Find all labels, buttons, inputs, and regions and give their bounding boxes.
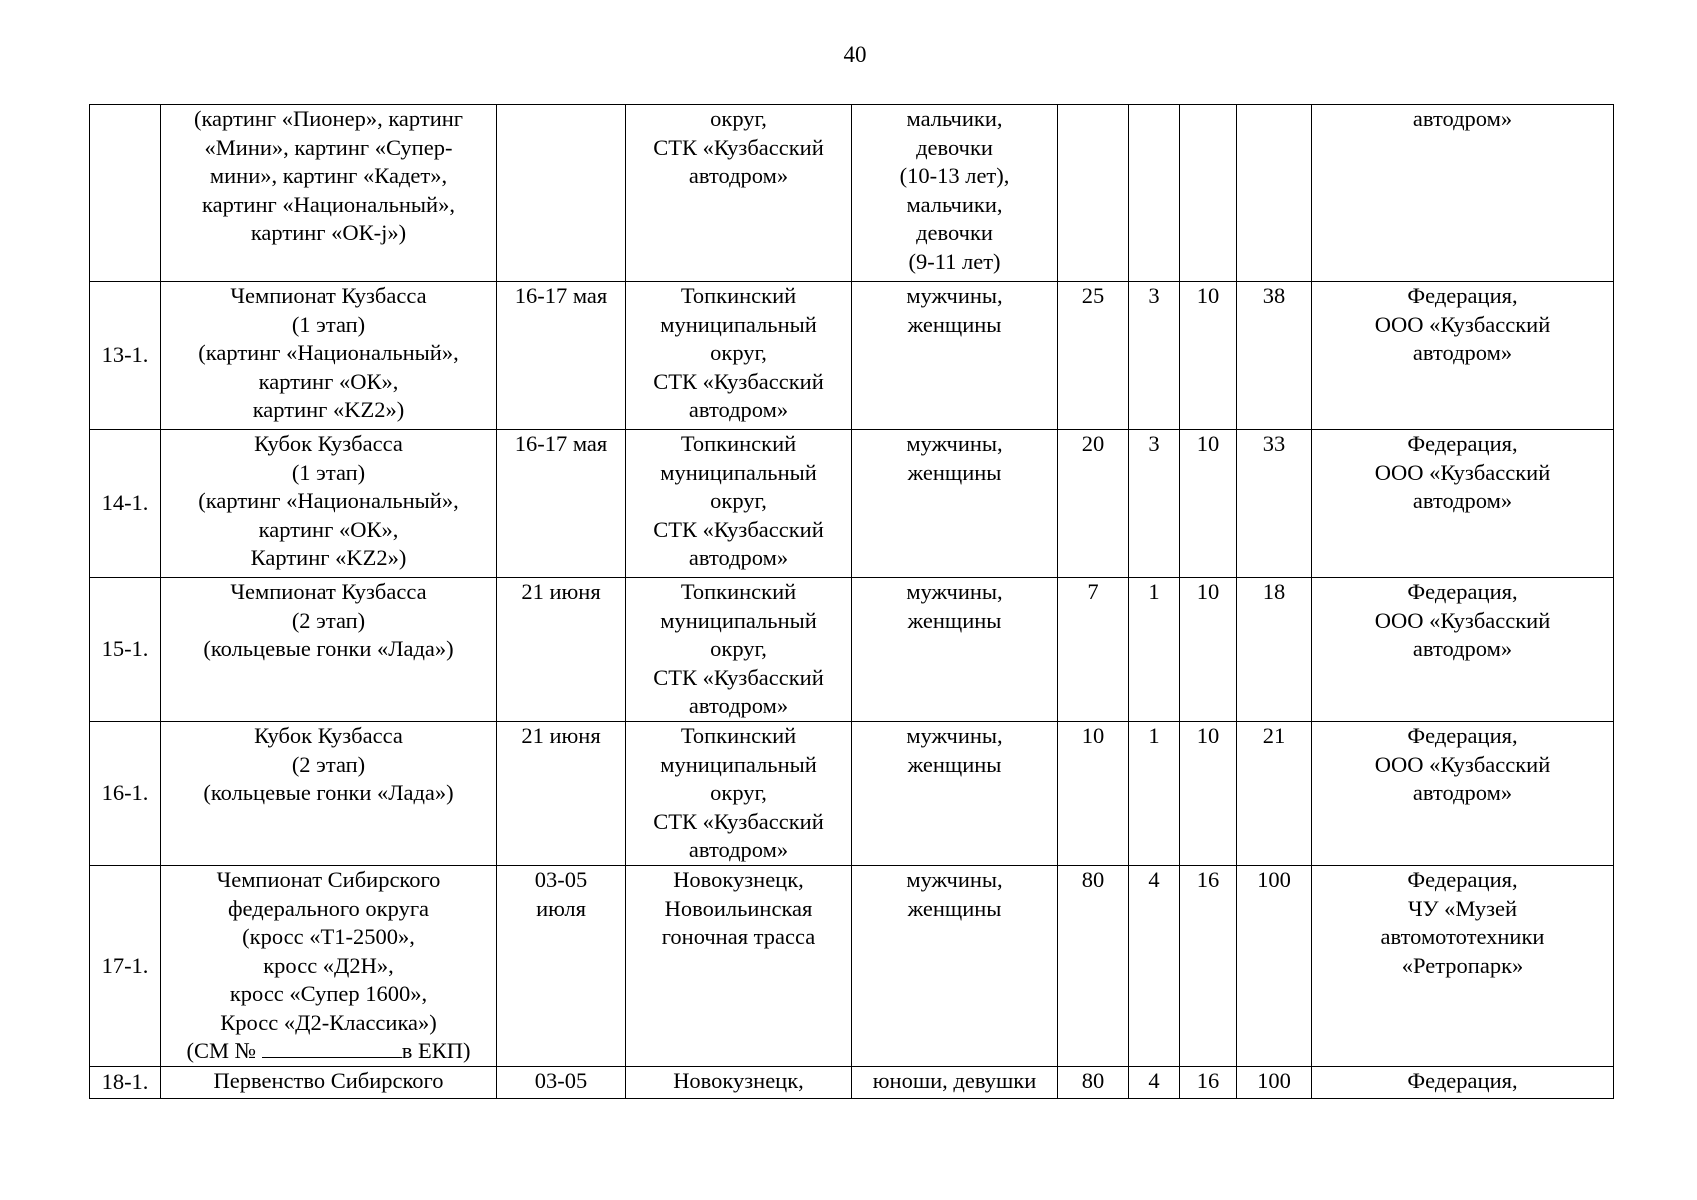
date-cell-line: 03-05 bbox=[534, 867, 588, 892]
place-cell-line: округ, bbox=[710, 636, 767, 661]
event-name-cell-line: (1 этап) bbox=[291, 311, 366, 337]
count-cell-1: 7 bbox=[1058, 578, 1129, 722]
place-cell-line: Новоильинская bbox=[664, 895, 813, 921]
table-row bbox=[90, 105, 1614, 282]
organizer-cell bbox=[1312, 578, 1614, 722]
row-number-cell: 13-1. bbox=[90, 282, 161, 430]
organizer-cell-line: автомототехники bbox=[1380, 924, 1545, 949]
cm-prefix: (СМ № bbox=[186, 1038, 257, 1063]
place-cell-line: муниципальный bbox=[660, 751, 817, 777]
place-cell-line: автодром» bbox=[688, 397, 789, 422]
place-cell-line: СТК «Кузбасский bbox=[653, 808, 824, 834]
table-row bbox=[90, 430, 1614, 578]
event-name-cell-line: кросс «Супер 1600», bbox=[229, 981, 428, 1006]
event-name-cell bbox=[161, 866, 497, 1067]
row-number-cell bbox=[90, 105, 161, 282]
event-name-cell-line: картинг «Национальный», bbox=[202, 191, 455, 217]
organizer-cell-line: автодром» bbox=[1412, 488, 1513, 513]
place-cell-line: округ, bbox=[710, 780, 767, 805]
event-name-cell-line: Чемпионат Сибирского bbox=[216, 867, 441, 892]
event-name-cell-line: федерального округа bbox=[227, 895, 430, 921]
place-cell-line: Топкинский bbox=[680, 723, 797, 748]
place-cell-line: округ, bbox=[710, 488, 767, 513]
participants-group-cell-line: девочки bbox=[916, 134, 993, 160]
event-name-cell-line: Кубок Кузбасса bbox=[254, 723, 403, 748]
count-cell-2: 3 bbox=[1129, 430, 1180, 578]
count-cell-total: 18 bbox=[1237, 578, 1312, 722]
count-cell-3: 16 bbox=[1180, 1067, 1237, 1099]
event-name-cell-line: (2 этап) bbox=[291, 751, 366, 777]
event-name-cell-line: «Мини», картинг «Супер- bbox=[204, 134, 453, 160]
event-name-cell bbox=[161, 105, 497, 282]
event-name-cell-line: (картинг «Пионер», картинг bbox=[193, 106, 464, 131]
organizer-cell bbox=[1312, 105, 1614, 282]
participants-group-cell bbox=[852, 578, 1058, 722]
participants-group-cell-line: мужчины, bbox=[906, 579, 1003, 604]
place-cell-line: Топкинский bbox=[680, 431, 797, 456]
organizer-cell-line: Федерация, bbox=[1407, 723, 1518, 748]
organizer-cell-line: Федерация, bbox=[1407, 1068, 1518, 1093]
participants-group-cell-line: юноши, девушки bbox=[872, 1068, 1037, 1093]
table-body bbox=[90, 105, 1614, 1099]
organizer-cell bbox=[1312, 430, 1614, 578]
organizer-cell-line: Федерация, bbox=[1407, 283, 1518, 308]
date-cell-line: 21 июня bbox=[521, 579, 601, 604]
row-number-cell: 14-1. bbox=[90, 430, 161, 578]
row-number-cell: 16-1. bbox=[90, 722, 161, 866]
place-cell-line: автодром» bbox=[688, 693, 789, 718]
event-name-cell-line: (кольцевые гонки «Лада») bbox=[203, 780, 454, 805]
place-cell-line: автодром» bbox=[688, 545, 789, 570]
table-row bbox=[90, 866, 1614, 1067]
date-cell-line: 03-05 bbox=[534, 1068, 588, 1093]
count-cell-total: 100 bbox=[1237, 1067, 1312, 1099]
table-row bbox=[90, 1067, 1614, 1099]
place-cell-line: муниципальный bbox=[660, 607, 817, 633]
participants-group-cell bbox=[852, 105, 1058, 282]
count-cell-1: 80 bbox=[1058, 1067, 1129, 1099]
count-cell-total: 33 bbox=[1237, 430, 1312, 578]
date-cell bbox=[497, 282, 626, 430]
event-name-cell-line: Чемпионат Кузбасса bbox=[230, 579, 427, 604]
participants-group-cell-line: девочки bbox=[916, 220, 993, 245]
organizer-cell bbox=[1312, 1067, 1614, 1099]
place-cell bbox=[626, 430, 852, 578]
organizer-cell-line: ООО «Кузбасский bbox=[1374, 751, 1551, 777]
count-cell-1: 25 bbox=[1058, 282, 1129, 430]
participants-group-cell bbox=[852, 866, 1058, 1067]
place-cell-line: Новокузнецк, bbox=[673, 867, 804, 892]
count-cell-2: 4 bbox=[1129, 1067, 1180, 1099]
cm-suffix: в ЕКП) bbox=[401, 1038, 471, 1063]
event-name-cell-line: (2 этап) bbox=[291, 607, 366, 633]
event-name-cell-line: (1 этап) bbox=[291, 459, 366, 485]
place-cell bbox=[626, 282, 852, 430]
participants-group-cell bbox=[852, 430, 1058, 578]
event-name-cell bbox=[161, 722, 497, 866]
place-cell-line: Новокузнецк, bbox=[673, 1068, 804, 1093]
event-name-cell-line: Кросс «Д2-Классика») bbox=[220, 1009, 437, 1035]
place-cell-line: гоночная трасса bbox=[661, 924, 816, 949]
count-cell-2: 1 bbox=[1129, 722, 1180, 866]
place-cell bbox=[626, 1067, 852, 1099]
participants-group-cell-line: женщины bbox=[907, 607, 1002, 633]
count-cell-total: 21 bbox=[1237, 722, 1312, 866]
participants-group-cell bbox=[852, 722, 1058, 866]
participants-group-cell-line: мужчины, bbox=[906, 431, 1003, 456]
date-cell bbox=[497, 578, 626, 722]
event-name-cell bbox=[161, 578, 497, 722]
page-number: 40 bbox=[843, 42, 867, 67]
organizer-cell-line: ООО «Кузбасский bbox=[1374, 311, 1551, 337]
place-cell-line: автодром» bbox=[688, 163, 789, 188]
event-name-cell bbox=[161, 1067, 497, 1099]
event-name-cell-line: Картинг «KZ2») bbox=[250, 545, 407, 570]
count-cell-total: 100 bbox=[1237, 866, 1312, 1067]
organizer-cell-line: «Ретропарк» bbox=[1401, 952, 1524, 978]
count-cell-3: 16 bbox=[1180, 866, 1237, 1067]
organizer-cell-line: Федерация, bbox=[1407, 431, 1518, 456]
date-cell-line: июля bbox=[536, 895, 586, 921]
count-cell-1: 20 bbox=[1058, 430, 1129, 578]
date-cell-line: 21 июня bbox=[521, 723, 601, 748]
place-cell-line: муниципальный bbox=[660, 459, 817, 485]
participants-group-cell-line: женщины bbox=[907, 459, 1002, 485]
event-name-cell-line: картинг «ОК-j») bbox=[250, 220, 407, 245]
event-name-cell-line: кросс «Д2Н», bbox=[263, 952, 394, 978]
participants-group-cell bbox=[852, 282, 1058, 430]
organizer-cell-line: автодром» bbox=[1412, 340, 1513, 365]
place-cell-line: Топкинский bbox=[680, 283, 797, 308]
place-cell-line: муниципальный bbox=[660, 311, 817, 337]
event-name-cell-line: Кубок Кузбасса bbox=[254, 431, 403, 456]
organizer-cell-line: ООО «Кузбасский bbox=[1374, 607, 1551, 633]
date-cell bbox=[497, 105, 626, 282]
organizer-cell-line: Федерация, bbox=[1407, 579, 1518, 604]
event-name-cell-line: (картинг «Национальный», bbox=[198, 488, 459, 513]
date-cell-line: 16-17 мая bbox=[514, 283, 608, 308]
count-cell-total: 38 bbox=[1237, 282, 1312, 430]
event-name-cell-line: картинг «ОК», bbox=[258, 516, 399, 542]
participants-group-cell-line: (9-11 лет) bbox=[908, 248, 1001, 274]
count-cell-2: 3 bbox=[1129, 282, 1180, 430]
place-cell bbox=[626, 578, 852, 722]
count-cell-2: 4 bbox=[1129, 866, 1180, 1067]
date-cell bbox=[497, 1067, 626, 1099]
organizer-cell bbox=[1312, 866, 1614, 1067]
organizer-cell-line: ЧУ «Музей bbox=[1407, 895, 1518, 921]
place-cell-line: СТК «Кузбасский bbox=[653, 516, 824, 542]
event-name-cell-line: Первенство Сибирского bbox=[213, 1068, 444, 1093]
events-table bbox=[89, 104, 1614, 1099]
event-name-cell-line: Чемпионат Кузбасса bbox=[230, 283, 427, 308]
participants-group-cell-line: (10-13 лет), bbox=[899, 163, 1010, 188]
participants-group-cell-line: женщины bbox=[907, 895, 1002, 921]
organizer-cell-line: автодром» bbox=[1412, 780, 1513, 805]
place-cell-line: СТК «Кузбасский bbox=[653, 664, 824, 690]
count-cell-2 bbox=[1129, 105, 1180, 282]
count-cell-3: 10 bbox=[1180, 430, 1237, 578]
event-name-cell-line: мини», картинг «Кадет», bbox=[209, 163, 448, 188]
count-cell-3: 10 bbox=[1180, 578, 1237, 722]
row-number-cell: 18-1. bbox=[90, 1067, 161, 1099]
place-cell bbox=[626, 722, 852, 866]
table-row bbox=[90, 282, 1614, 430]
count-cell-1 bbox=[1058, 105, 1129, 282]
event-name-cell-line: (кольцевые гонки «Лада») bbox=[203, 636, 454, 661]
participants-group-cell bbox=[852, 1067, 1058, 1099]
count-cell-2: 1 bbox=[1129, 578, 1180, 722]
fill-in-blank bbox=[262, 1037, 402, 1058]
organizer-cell-line: Федерация, bbox=[1407, 867, 1518, 892]
count-cell-3: 10 bbox=[1180, 282, 1237, 430]
row-number-cell: 15-1. bbox=[90, 578, 161, 722]
count-cell-total bbox=[1237, 105, 1312, 282]
place-cell bbox=[626, 866, 852, 1067]
place-cell-line: автодром» bbox=[688, 837, 789, 862]
count-cell-1: 80 bbox=[1058, 866, 1129, 1067]
place-cell-line: Топкинский bbox=[680, 579, 797, 604]
organizer-cell-line: автодром» bbox=[1412, 106, 1513, 131]
event-name-cell-line: картинг «ОК», bbox=[258, 368, 399, 394]
participants-group-cell-line: мужчины, bbox=[906, 283, 1003, 308]
participants-group-cell-line: мальчики, bbox=[906, 191, 1003, 217]
row-number-cell: 17-1. bbox=[90, 866, 161, 1067]
count-cell-3 bbox=[1180, 105, 1237, 282]
date-cell bbox=[497, 722, 626, 866]
event-name-cell-line: картинг «KZ2») bbox=[252, 397, 405, 422]
participants-group-cell-line: женщины bbox=[907, 751, 1002, 777]
date-cell bbox=[497, 430, 626, 578]
date-cell-line: 16-17 мая bbox=[514, 431, 608, 456]
organizer-cell-line: ООО «Кузбасский bbox=[1374, 459, 1551, 485]
organizer-cell-line: автодром» bbox=[1412, 636, 1513, 661]
table-row bbox=[90, 722, 1614, 866]
place-cell-line: СТК «Кузбасский bbox=[653, 368, 824, 394]
date-cell bbox=[497, 866, 626, 1067]
table-row bbox=[90, 578, 1614, 722]
participants-group-cell-line: мужчины, bbox=[906, 723, 1003, 748]
participants-group-cell-line: мужчины, bbox=[906, 867, 1003, 892]
count-cell-1: 10 bbox=[1058, 722, 1129, 866]
event-name-cell bbox=[161, 430, 497, 578]
place-cell-line: округ, bbox=[710, 106, 767, 131]
place-cell bbox=[626, 105, 852, 282]
count-cell-3: 10 bbox=[1180, 722, 1237, 866]
organizer-cell bbox=[1312, 282, 1614, 430]
place-cell-line: СТК «Кузбасский bbox=[653, 134, 824, 160]
organizer-cell bbox=[1312, 722, 1614, 866]
event-name-cell-line bbox=[164, 1037, 493, 1066]
participants-group-cell-line: мальчики, bbox=[906, 106, 1003, 131]
participants-group-cell-line: женщины bbox=[907, 311, 1002, 337]
place-cell-line: округ, bbox=[710, 340, 767, 365]
event-name-cell bbox=[161, 282, 497, 430]
event-name-cell-line: (картинг «Национальный», bbox=[198, 340, 459, 365]
event-name-cell-line: (кросс «Т1-2500», bbox=[242, 924, 415, 949]
